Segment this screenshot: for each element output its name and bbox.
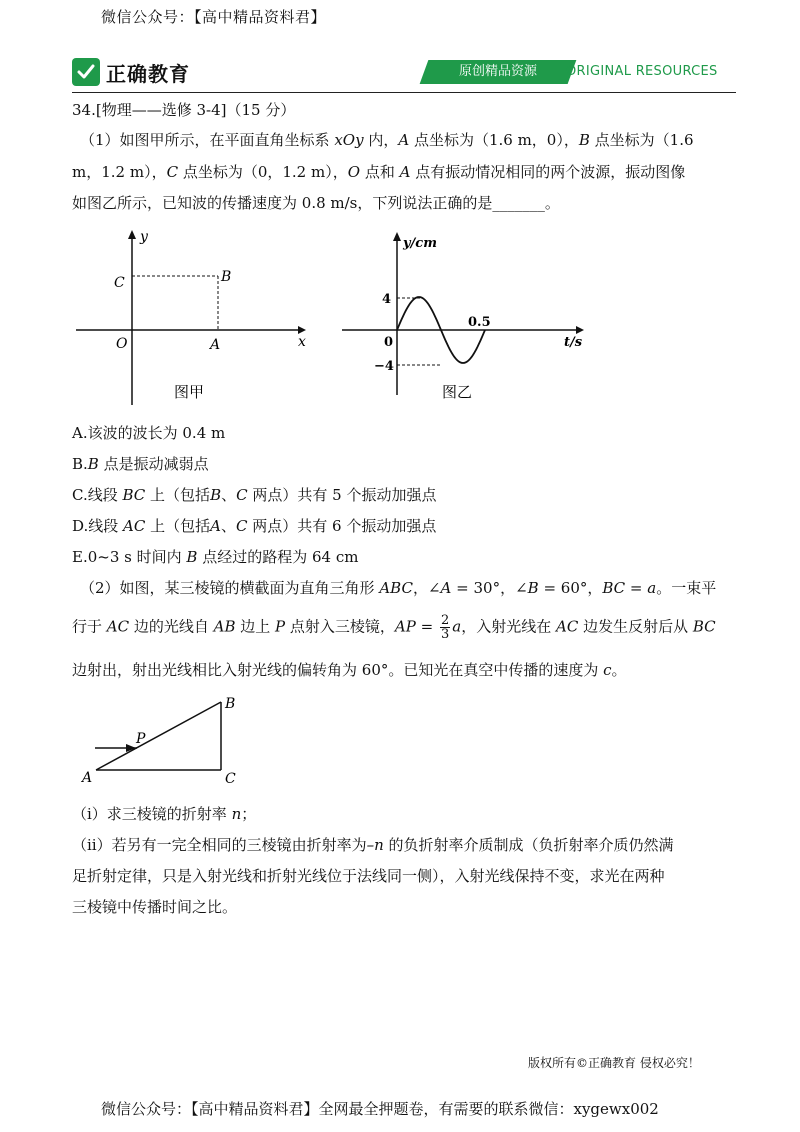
option-b: B.B 点是振动减弱点 [72,455,209,473]
figure-coordinate-diagram [70,225,320,410]
part1-line1: （1）如图甲所示，在平面直角坐标系 xOy 内，A 点坐标为（1.6 m，0），B 点坐标为（1.6 [80,131,694,149]
footer-wechat-text: 微信公众号：【高中精品资料君】全网最全押题卷，有需要的联系微信：xygewx002 [101,1100,659,1118]
part1-line3: 如图乙所示，已知波的传播速度为 0.8 m/s，下列说法正确的是_______。 [72,194,560,212]
sub-question-2-line3: 三棱镜中传播时间之比。 [72,898,238,916]
brand-name: 正确教育 [106,61,190,86]
figure-prism [70,690,250,790]
fig1-caption: 图甲 [174,383,205,401]
fig2-tick-05: 0.5 [468,315,491,330]
header-divider [72,92,736,93]
fig2-tick-0: 0 [384,335,394,350]
option-a: A.该波的波长为 0.4 m [72,424,226,442]
fig2-y-label: y/cm [403,236,437,251]
banner-chinese-text: 原创精品资源 [458,64,537,79]
prism-point-p: P [136,731,146,747]
fig1-point-a: A [210,337,221,353]
sub-question-1: （ⅰ）求三棱镜的折射率 n； [72,805,257,823]
fig2-x-label: t/s [564,335,583,350]
brand-logo [72,56,190,88]
prism-vertex-c: C [225,771,236,787]
option-c: C.线段 BC 上（包括B、C 两点）共有 5 个振动加强点 [72,486,437,504]
option-d: D.线段 AC 上（包括A、C 两点）共有 6 个振动加强点 [72,517,437,535]
part2-line3: 边射出，射出光线相比入射光线的偏转角为 60°。已知光在真空中传播的速度为 c。 [72,661,627,679]
sub-question-2-line2: 足折射定律，只是入射光线和折射光线位于法线同一侧），入射光线保持不变，求光在两种 [72,867,665,885]
option-e: E.0~3 s 时间内 B 点经过的路程为 64 cm [72,548,359,566]
prism-vertex-a: A [82,770,93,786]
part2-line2: 行于 AC 边的光线自 AB 边上 P 点射入三棱镜，AP = $\frac{2}{3}$ a，入射光线在 AC 边发生反射后从 BC [72,613,716,642]
part2-line1: （2）如图，某三棱镜的横截面为直角三角形 ABC，∠A = 30°，∠B = 60°，BC = a。一束平 [80,579,717,597]
fig1-y-label: y [140,229,148,245]
prism-vertex-b: B [225,696,236,712]
fig2-tick-neg4: −4 [374,359,394,374]
fig2-caption: 图乙 [442,383,473,401]
fig2-tick-4: 4 [382,292,392,307]
checkmark-icon [72,58,100,86]
fig1-origin-o: O [116,336,128,352]
fig1-point-b: B [221,269,232,285]
sub-question-2-line1: （ⅱ）若另有一完全相同的三棱镜由折射率为–n 的负折射率介质制成（负折射率介质仍然满 [72,836,674,854]
fraction-two-thirds: $\frac{2}{3}$ [440,613,450,642]
header-wechat-text: 微信公众号：【高中精品资料君】 [101,8,327,26]
fig1-point-c: C [114,275,125,291]
part1-line2: m，1.2 m），C 点坐标为（0，1.2 m），O 点和 A 点有振动情况相同的两个波源，振动图像 [72,163,686,181]
fig1-x-label: x [298,334,306,350]
figure-vibration-graph [338,225,598,410]
copyright-notice: 版权所有©正确教育 侵权必究！ [528,1056,700,1070]
question-title: 34.[物理——选修 3-4]（15 分） [72,101,296,119]
banner-english-text: ORIGINAL RESOURCES [566,64,718,79]
